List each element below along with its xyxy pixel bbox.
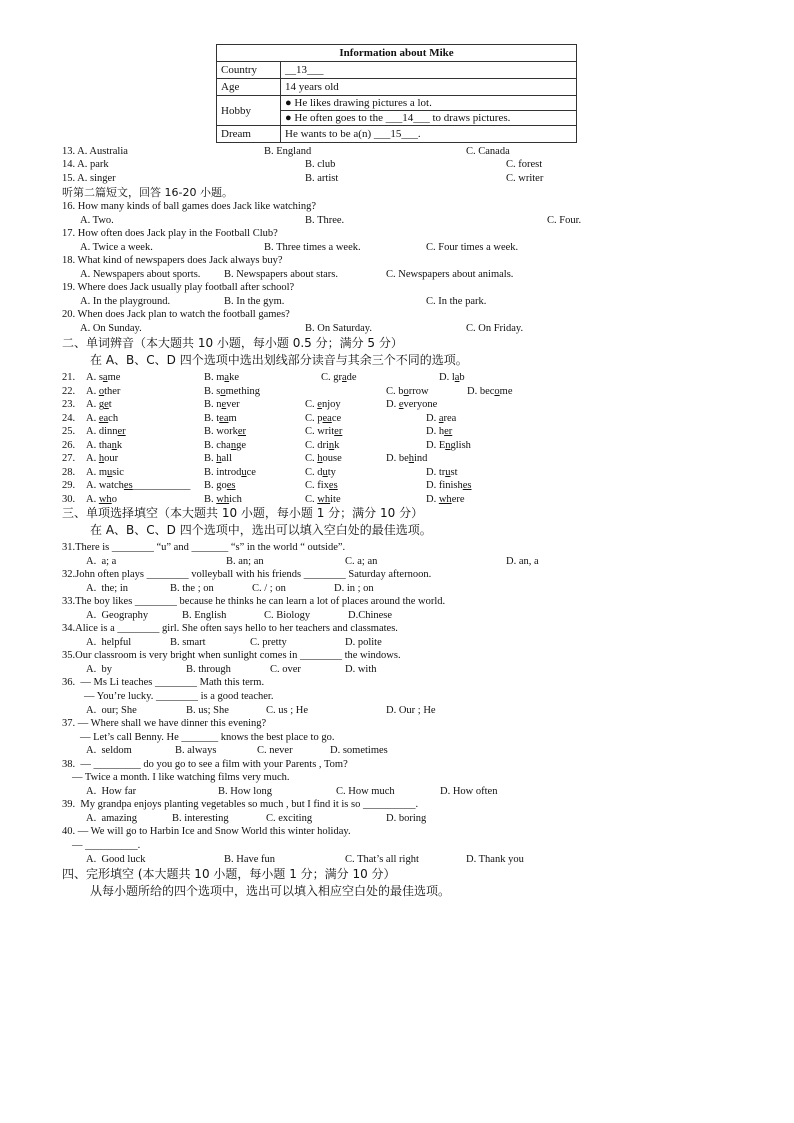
phonetics-option-d: [426, 479, 472, 492]
underlined-segment: h: [98, 453, 105, 464]
q37-option-d: D. sometimes: [330, 745, 388, 756]
underlined-segment: es: [462, 480, 472, 491]
phonetics-option-c: [305, 439, 339, 452]
option-text: D. l: [439, 372, 455, 383]
q38-stem: 38. — _________ do you go to see a film with your Parents , Tom?: [62, 759, 348, 770]
hobby-line-2: ● He often goes to the ___14___ to draws pictures.: [285, 112, 511, 124]
q35-option-b: B. through: [186, 664, 231, 675]
q33-option-c: C. Biology: [264, 610, 311, 621]
underlined-segment: h: [317, 453, 323, 464]
q31-option-b: B. an; an: [226, 556, 264, 567]
q14-option-b: B. club: [305, 159, 336, 170]
underlined-segment: h: [408, 453, 414, 464]
phonetics-option-b: [204, 371, 239, 384]
q32-option-b: B. the ; on: [170, 583, 214, 594]
q18-option-a: A. Newspapers about sports.: [80, 269, 201, 280]
underlined-segment: es: [123, 480, 133, 491]
table-row: [217, 79, 577, 96]
q38-stem-2: — Twice a month. I like watching films very much.: [72, 772, 290, 783]
underlined-segment: a: [342, 372, 347, 383]
phonetics-option-c: [305, 398, 341, 411]
q32-stem: 32.John often plays ________ volleyball with his friends ________ Saturday afternoon.: [62, 569, 432, 580]
phonetics-option-b: [204, 466, 256, 479]
q19-option-a: A. In the playground.: [80, 296, 171, 307]
option-text: ge: [236, 439, 246, 451]
q35-stem: 35.Our classroom is very bright when sunlight comes in ________ the windows.: [62, 650, 401, 661]
option-text: D. bec: [467, 385, 495, 397]
q34-option-a: A. helpful: [86, 637, 132, 648]
option-text: C. b: [386, 385, 404, 397]
q37-stem: 37. — Where shall we have dinner this evening?: [62, 718, 267, 729]
underlined-segment: o: [403, 385, 409, 397]
q31-stem: 31.There is ________ “u” and _______ “s” in the world “ outside”.: [62, 542, 346, 553]
q16-option-b: B. Three.: [305, 215, 345, 226]
q20-option-b: B. On Saturday.: [305, 323, 372, 334]
phonetics-option-c: [321, 371, 357, 384]
q20-option-a: A. On Sunday.: [80, 323, 142, 334]
q36-option-c: C. us ; He: [266, 705, 308, 716]
underlined-segment: h: [216, 453, 222, 464]
phonetics-option-d: [426, 439, 471, 452]
option-text: B. s: [204, 385, 221, 397]
q20-option-c: C. On Friday.: [466, 323, 524, 334]
table-row: [217, 96, 577, 126]
phonetics-question-number: 22.: [62, 385, 76, 397]
option-text: C. p: [305, 412, 323, 424]
option-text: ce: [331, 412, 342, 424]
option-text: mething: [225, 385, 261, 397]
q33-option-a: A. Geography: [86, 610, 149, 621]
underlined-segment: e: [221, 399, 227, 410]
phonetics-question-number: 25.: [62, 426, 76, 437]
q13-option-c: C. Canada: [466, 146, 510, 157]
listening-instruction: 听第二篇短文，回答 16-20 小题。: [62, 186, 233, 199]
phonetics-option-d: [386, 398, 437, 411]
option-text: ind: [414, 453, 428, 464]
q38-option-d: D. How often: [440, 786, 498, 797]
underlined-segment: ea: [322, 412, 332, 424]
option-text: ty: [327, 466, 336, 478]
option-text: ich: [229, 493, 242, 505]
option-text: ver: [226, 399, 240, 410]
section-3-instruction: 在 A、B、C、D 四个选项中，选出可以填入空白处的最佳选项。: [90, 523, 432, 537]
info-table: [216, 44, 577, 143]
phonetics-option-b: [204, 452, 232, 465]
underlined-segment: u: [241, 466, 247, 478]
section-3-title: 三、单项选择填空（本大题共 10 小题，每小题 1 分；满分 10 分）: [62, 506, 424, 520]
q40-option-b: B. Have fun: [224, 854, 276, 865]
option-text: B. introd: [204, 466, 242, 478]
underlined-segment: n: [111, 439, 117, 451]
q13-option-b: B. England: [264, 146, 312, 157]
option-text: C. fix: [305, 480, 329, 491]
q40-option-c: C. That’s all right: [345, 854, 419, 865]
option-text: C.: [305, 493, 318, 505]
q19-option-c: C. In the park.: [426, 296, 487, 307]
option-text: D.: [426, 493, 439, 505]
info-table-title: Information about Mike: [217, 45, 577, 62]
underlined-segment: er: [237, 426, 247, 437]
dream-label: Dream: [217, 126, 281, 143]
section-2-instruction: 在 A、B、C、D 四个选项中选出划线部分读音与其余三个不同的选项。: [90, 353, 468, 367]
option-text: k: [334, 439, 340, 451]
option-text: A. s: [86, 372, 103, 383]
option-text: all: [221, 453, 233, 464]
underlined-segment: er: [117, 426, 126, 437]
q16-option-c: C. Four.: [547, 215, 582, 226]
option-text: B. cha: [204, 439, 231, 451]
q39-option-d: D. boring: [386, 813, 427, 824]
underlined-segment: e: [398, 399, 404, 410]
phonetics-question-number: 23.: [62, 399, 76, 410]
phonetics-option-d: [386, 452, 427, 465]
phonetics-option-a: [86, 371, 120, 384]
q36-stem: 36. — Ms Li teaches ________ Math this term.: [62, 677, 265, 688]
q38-option-c: C. How much: [336, 786, 395, 797]
q13-option-a: 13. A. Australia: [62, 146, 128, 157]
option-text: B. t: [204, 412, 220, 424]
phonetics-option-a: [86, 493, 117, 506]
q37-stem-2: — Let’s call Benny. He _______ knows the best place to go.: [80, 732, 335, 743]
q37-option-c: C. never: [257, 745, 293, 756]
phonetics-option-d: [467, 385, 512, 398]
underlined-segment: a: [454, 372, 460, 383]
option-text: C. dri: [305, 439, 329, 451]
section-4-instruction: 从每小题所给的四个选项中，选出可以填入相应空白处的最佳选项。: [90, 884, 451, 898]
phonetics-option-d: [426, 466, 458, 479]
option-text: B. go: [204, 480, 227, 491]
q18-stem: 18. What kind of newspapers does Jack always buy?: [62, 255, 283, 266]
underlined-segment: ea: [98, 412, 109, 424]
country-label: Country: [217, 62, 281, 79]
q36-option-a: A. our; She: [86, 705, 137, 716]
q14-option-c: C. forest: [506, 159, 543, 170]
phonetics-option-c: [386, 385, 429, 398]
option-text: our: [104, 453, 119, 464]
q15-option-b: B. artist: [305, 173, 339, 184]
q36-option-d: D. Our ; He: [386, 705, 436, 716]
underlined-segment: wh: [98, 493, 112, 505]
q35-option-c: C. over: [270, 664, 301, 675]
q20-stem: 20. When does Jack plan to watch the football games?: [62, 309, 290, 320]
option-text: ther: [104, 385, 121, 397]
phonetics-option-a: [86, 439, 122, 452]
q17-option-b: B. Three times a week.: [264, 242, 361, 253]
option-text: D. tr: [426, 466, 446, 478]
option-text: B. m: [204, 372, 225, 383]
option-text: C. gr: [321, 372, 342, 383]
option-text: k: [116, 439, 123, 451]
option-text: A.: [86, 412, 99, 424]
q33-stem: 33.The boy likes ________ because he thinks he can learn a lot of places around the world.: [62, 596, 446, 607]
underlined-segment: a: [438, 412, 444, 424]
phonetics-option-a: [86, 479, 190, 492]
option-text: D.: [426, 412, 439, 424]
option-text: glish: [450, 439, 471, 451]
q34-option-d: D. polite: [345, 637, 382, 648]
q34-option-c: C. pretty: [250, 637, 287, 648]
underlined-segment: u: [107, 466, 113, 478]
option-text: C. writ: [305, 426, 335, 437]
q40-stem-2: — __________.: [72, 840, 141, 851]
option-text: ce: [246, 466, 256, 478]
q19-stem: 19. Where does Jack usually play football after school?: [62, 282, 295, 293]
option-text: A. tha: [86, 439, 112, 451]
underlined-segment: es: [328, 480, 338, 491]
phonetics-question-number: 29.: [62, 480, 76, 491]
option-text: C.: [305, 453, 318, 464]
phonetics-option-a: [86, 398, 112, 411]
underlined-segment: o: [220, 385, 226, 397]
phonetics-option-b: [204, 425, 246, 438]
q40-option-a: A. Good luck: [86, 854, 146, 865]
phonetics-option-a: [86, 425, 126, 438]
option-text: ch: [108, 412, 119, 424]
option-text: sic: [112, 466, 124, 478]
hobby-label: Hobby: [217, 96, 281, 126]
phonetics-option-d: [426, 493, 465, 506]
phonetics-question-number: 24.: [62, 412, 76, 424]
phonetics-question-number: 30.: [62, 493, 76, 505]
option-text: A.: [86, 385, 99, 397]
age-value: 14 years old: [281, 79, 577, 96]
option-text: A.: [86, 453, 99, 464]
phonetics-option-b: [204, 398, 240, 411]
option-text: rea: [443, 412, 457, 424]
phonetics-option-c: [305, 452, 342, 465]
phonetics-option-c: [305, 466, 336, 479]
option-text: veryone: [403, 399, 438, 410]
q19-option-b: B. In the gym.: [224, 296, 285, 307]
option-text: ___________: [132, 480, 191, 491]
phonetics-option-b: [204, 385, 260, 398]
underlined-segment: wh: [216, 493, 230, 505]
phonetics-question-number: 26.: [62, 439, 76, 451]
option-text: rrow: [408, 385, 429, 397]
table-row: [217, 126, 577, 143]
option-text: ouse: [322, 453, 342, 464]
option-text: A. g: [86, 399, 105, 410]
q17-option-a: A. Twice a week.: [80, 242, 153, 253]
underlined-segment: u: [322, 466, 328, 478]
option-text: B.: [204, 453, 217, 464]
option-text: A. watch: [86, 480, 124, 491]
option-text: b: [459, 372, 465, 383]
q35-option-d: D. with: [345, 664, 377, 675]
option-text: ere: [451, 493, 465, 505]
q36-option-b: B. us; She: [186, 705, 229, 716]
phonetics-option-c: [305, 412, 341, 425]
phonetics-option-a: [86, 412, 118, 425]
phonetics-question-number: 28.: [62, 466, 76, 478]
q15-option-c: C. writer: [506, 173, 544, 184]
q35-option-a: A. by: [86, 664, 112, 675]
q39-option-c: C. exciting: [266, 813, 313, 824]
q39-option-b: B. interesting: [172, 813, 229, 824]
country-value: __13___: [281, 62, 577, 79]
q14-option-a: 14. A. park: [62, 159, 109, 170]
dream-value: He wants to be a(n) ___15___.: [281, 126, 577, 143]
q31-option-a: A. a; a: [86, 556, 117, 567]
option-text: D. E: [426, 439, 446, 451]
option-text: o: [111, 493, 117, 505]
q37-option-b: B. always: [175, 745, 217, 756]
underlined-segment: a: [224, 372, 230, 383]
hobby-line-1: ● He likes drawing pictures a lot.: [281, 96, 576, 111]
option-text: A. m: [86, 466, 107, 478]
option-text: ite: [330, 493, 341, 505]
q16-stem: 16. How many kinds of ball games does Jack like watching?: [62, 201, 316, 212]
phonetics-option-c: [305, 493, 341, 506]
phonetics-option-a: [86, 466, 124, 479]
underlined-segment: ea: [219, 412, 229, 424]
underlined-segment: e: [104, 399, 109, 410]
q17-option-c: C. Four times a week.: [426, 242, 519, 253]
underlined-segment: o: [494, 385, 500, 397]
option-text: t: [108, 399, 112, 410]
q40-option-d: D. Thank you: [466, 854, 524, 865]
phonetics-option-b: [204, 412, 237, 425]
q34-stem: 34.Alice is a ________ girl. She often says hello to her teachers and classmates.: [62, 623, 398, 634]
phonetics-option-d: [439, 371, 465, 384]
phonetics-question-number: 21.: [62, 372, 76, 383]
q31-option-c: C. a; an: [345, 556, 378, 567]
q34-option-b: B. smart: [170, 637, 206, 648]
option-text: B. work: [204, 426, 238, 437]
q37-option-a: A. seldom: [86, 745, 132, 756]
q39-stem: 39. My grandpa enjoys planting vegetables so much , but I find it is so __________.: [62, 799, 419, 810]
underlined-segment: o: [98, 385, 105, 397]
q15-option-a: 15. A. singer: [62, 173, 116, 184]
option-text: D.: [386, 399, 399, 410]
q18-option-b: B. Newspapers about stars.: [224, 269, 339, 280]
underlined-segment: n: [445, 439, 451, 451]
q38-option-b: B. How long: [218, 786, 272, 797]
q32-option-a: A. the; in: [86, 583, 128, 594]
option-text: me: [499, 385, 513, 397]
phonetics-option-d: [426, 425, 452, 438]
underlined-segment: er: [334, 426, 343, 437]
option-text: D. h: [426, 426, 445, 437]
option-text: me: [107, 372, 121, 383]
q32-option-c: C. / ; on: [252, 583, 286, 594]
q18-option-c: C. Newspapers about animals.: [386, 269, 514, 280]
underlined-segment: wh: [438, 493, 452, 505]
option-text: D. be: [386, 453, 409, 464]
option-text: A.: [86, 493, 99, 505]
section-4-title: 四、完形填空 (本大题共 10 小题，每小题 1 分；满分 10 分）: [62, 867, 396, 881]
q40-stem: 40. — We will go to Harbin Ice and Snow World this winter holiday.: [62, 826, 351, 837]
q16-option-a: A. Two.: [80, 215, 114, 226]
option-text: njoy: [321, 399, 341, 410]
q39-option-a: A. amazing: [86, 813, 138, 824]
option-text: de: [346, 372, 357, 383]
underlined-segment: e: [317, 399, 322, 410]
phonetics-question-number: 27.: [62, 453, 76, 464]
q33-option-d: D.Chinese: [348, 610, 393, 621]
option-text: C.: [305, 399, 318, 410]
option-text: m: [228, 412, 237, 424]
underlined-segment: es: [226, 480, 236, 491]
underlined-segment: wh: [317, 493, 331, 505]
phonetics-option-a: [86, 385, 120, 398]
phonetics-option-c: [305, 479, 338, 492]
phonetics-option-c: [305, 425, 342, 438]
option-text: A. dinn: [86, 426, 118, 437]
underlined-segment: er: [444, 426, 453, 437]
q33-option-b: B. English: [182, 610, 227, 621]
q32-option-d: D. in ; on: [334, 583, 374, 594]
age-label: Age: [217, 79, 281, 96]
q36-stem-2: — You’re lucky. ________ is a good teacher.: [84, 691, 274, 702]
phonetics-option-b: [204, 493, 242, 506]
phonetics-option-a: [86, 452, 118, 465]
underlined-segment: u: [445, 466, 451, 478]
option-text: st: [450, 466, 458, 478]
q17-stem: 17. How often does Jack play in the Football Club?: [62, 228, 278, 239]
q38-option-a: A. How far: [86, 786, 137, 797]
option-text: D. finish: [426, 480, 463, 491]
option-text: C. d: [305, 466, 323, 478]
underlined-segment: a: [102, 372, 108, 383]
option-text: B.: [204, 493, 217, 505]
option-text: B. n: [204, 399, 222, 410]
phonetics-option-b: [204, 479, 236, 492]
table-row: [217, 62, 577, 79]
phonetics-option-b: [204, 439, 246, 452]
underlined-segment: n: [230, 439, 237, 451]
phonetics-option-d: [426, 412, 456, 425]
option-text: ke: [229, 372, 240, 383]
underlined-segment: n: [328, 439, 335, 451]
q31-option-d: D. an, a: [506, 556, 539, 567]
section-2-title: 二、单词辨音（本大题共 10 小题，每小题 0.5 分；满分 5 分）: [62, 336, 403, 350]
